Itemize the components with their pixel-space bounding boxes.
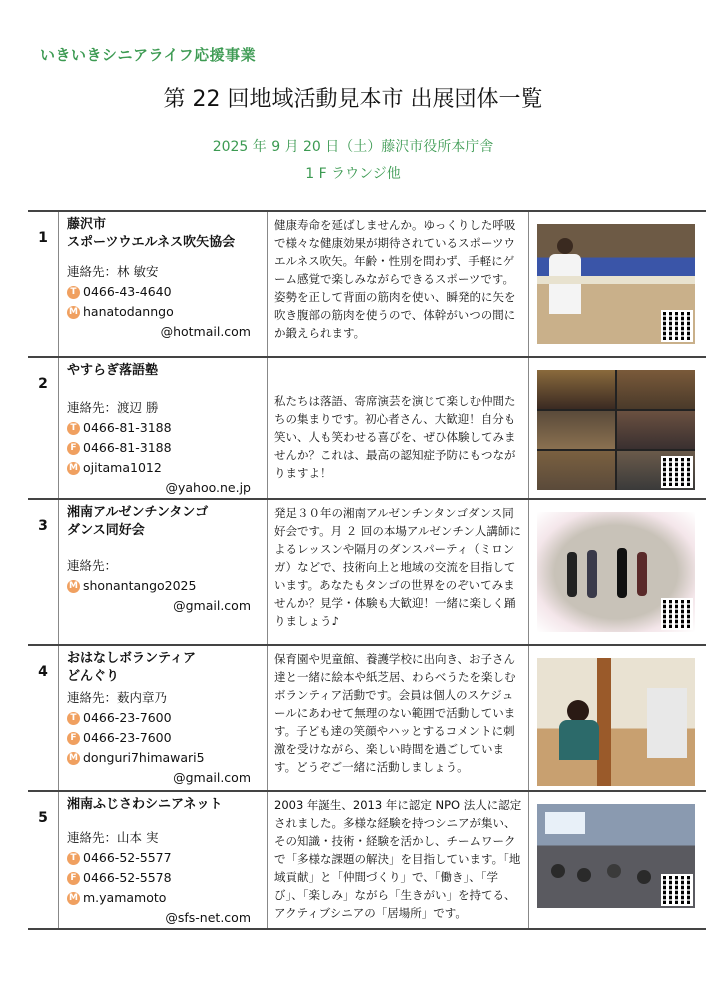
mail-user: ojitama1012 <box>83 460 162 475</box>
qr-code-icon <box>661 874 693 906</box>
tel-icon: T <box>67 712 80 725</box>
qr-code-icon <box>661 456 693 488</box>
entry-number: 2 <box>28 357 59 499</box>
fax-number: 0466-23-7600 <box>83 730 172 745</box>
entry-number: 1 <box>28 211 59 357</box>
org-description: 発足３０年の湘南アルゼンチンタンゴダンス同好会です。月 ２ 回の本場アルゼンチン人講師によるレッスンや隔月のダンスパーティ（ミロンガ）などで、技術向上と地域の交流を目指しています。あなたもタンゴの世界をのぞいてみませんか？見学・体験も大歓迎！一緒に楽しく踊りましょう♪ <box>268 499 529 645</box>
tel-number: 0466-43-4640 <box>83 284 172 299</box>
table-row <box>28 499 706 645</box>
mail-domain: @hotmail.com <box>160 324 251 339</box>
table-row <box>28 645 706 791</box>
mail-domain: @gmail.com <box>173 770 251 785</box>
table-row <box>28 211 706 357</box>
org-name: おはなしボランティア どんぐり <box>67 651 196 684</box>
table-row <box>28 791 706 929</box>
fax-icon: F <box>67 872 80 885</box>
contact-block <box>67 688 267 788</box>
org-description: 健康寿命を延ばしませんか。ゆっくりした呼吸で様々な健康効果が期待されているスポーツウエルネス吹矢。年齢・性別を問わず、手軽にゲーム感覚で楽しみながらできるスポーツです。姿勢を正して背面の筋肉を使い、瞬発的に矢を吹き腹部の筋肉を使うので、体幹がいつの間にか鍛えられます。 <box>268 211 529 357</box>
activity-photo <box>537 224 695 344</box>
org-name: 藤沢市 スポーツウエルネス吹矢協会 <box>67 217 236 250</box>
org-cell <box>59 791 268 929</box>
entry-number: 5 <box>28 791 59 929</box>
fax-number: 0466-81-3188 <box>83 440 172 455</box>
fax-icon: F <box>67 442 80 455</box>
mail-icon: M <box>67 580 80 593</box>
org-name: 湘南アルゼンチンタンゴ ダンス同好会 <box>67 505 209 538</box>
tel-number: 0466-23-7600 <box>83 710 172 725</box>
tel-icon: T <box>67 422 80 435</box>
contact-block <box>67 398 267 498</box>
tel-icon: T <box>67 852 80 865</box>
org-name: やすらぎ落語塾 <box>67 363 159 378</box>
page-title: 第 22 回地域活動見本市 出展団体一覧 <box>163 87 543 112</box>
mail-domain: @sfs-net.com <box>165 910 251 925</box>
activity-photo <box>537 658 695 786</box>
contact-person: 連絡先： <box>67 558 118 573</box>
contact-person: 連絡先：薮内章乃 <box>67 690 168 705</box>
photo-cell <box>529 791 706 929</box>
photo-cell <box>529 211 706 357</box>
tel-icon: T <box>67 286 80 299</box>
entry-number: 4 <box>28 645 59 791</box>
qr-code-icon <box>661 598 693 630</box>
mail-user: m.yamamoto <box>83 890 167 905</box>
mail-user: hanatodanngo <box>83 304 174 319</box>
contact-person: 連絡先：渡辺 勝 <box>67 400 159 415</box>
program-tagline: いきいきシニアライフ応援事業 <box>40 46 257 64</box>
entry-number: 3 <box>28 499 59 645</box>
photo-cell <box>529 499 706 645</box>
org-cell <box>59 211 268 357</box>
event-date: 2025 年 9 月 20 日（土）藤沢市役所本庁舎 <box>212 139 494 155</box>
mail-icon: M <box>67 892 80 905</box>
activity-photo <box>537 370 695 490</box>
org-cell <box>59 499 268 645</box>
mail-icon: M <box>67 462 80 475</box>
contact-block <box>67 556 267 616</box>
contact-block <box>67 828 267 928</box>
mail-domain: @yahoo.ne.jp <box>165 480 251 495</box>
qr-code-icon <box>661 310 693 342</box>
contact-person: 連絡先：山本 実 <box>67 830 159 845</box>
tel-number: 0466-81-3188 <box>83 420 172 435</box>
activity-photo <box>537 512 695 632</box>
mail-domain: @gmail.com <box>173 598 251 613</box>
mail-user: donguri7himawari5 <box>83 750 205 765</box>
contact-person: 連絡先：林 敏安 <box>67 264 159 279</box>
fax-icon: F <box>67 732 80 745</box>
org-description: 保育園や児童館、養護学校に出向き、お子さん達と一緒に絵本や紙芝居、わらべうたを楽しむボランティア活動です。会員は個人のスケジュールにあわせて無理のない範囲で活動しています。子ども達の笑顔やハッとするコメントに刺激を受けながら、楽しい時間を過ごしています。どうぞご一緒に活動しましょう。 <box>268 645 529 791</box>
exhibitor-table <box>28 210 706 930</box>
org-description: 2003 年誕生、2013 年に認定 NPO 法人に認定されました。多様な経験を持つシニアが集い、その知識・技術・経験を活かし、チームワークで「多様な課題の解決」を目指しています。「地域貢献」と「仲間づくり」で、「働き」、「学び」、「楽しみ」ながら「生きがい」を持てる、アクティブシニアの「居場所」です。 <box>268 791 529 929</box>
tel-number: 0466-52-5577 <box>83 850 172 865</box>
org-name: 湘南ふじさわシニアネット <box>67 797 223 812</box>
org-cell <box>59 645 268 791</box>
photo-cell <box>529 357 706 499</box>
mail-icon: M <box>67 306 80 319</box>
mail-icon: M <box>67 752 80 765</box>
table-row <box>28 357 706 499</box>
mail-user: shonantango2025 <box>83 578 197 593</box>
org-description: 私たちは落語、寄席演芸を演じて楽しむ仲間たちの集まりです。初心者さん、大歓迎！自分も笑い、人も笑わせる喜びを、ぜひ体験してみませんか？これは、最高の認知症予防にもつながりますよ！ <box>268 357 529 499</box>
contact-block <box>67 262 267 342</box>
photo-cell <box>529 645 706 791</box>
event-venue: 1 F ラウンジ他 <box>305 166 401 182</box>
fax-number: 0466-52-5578 <box>83 870 172 885</box>
org-cell <box>59 357 268 499</box>
activity-photo <box>537 804 695 908</box>
